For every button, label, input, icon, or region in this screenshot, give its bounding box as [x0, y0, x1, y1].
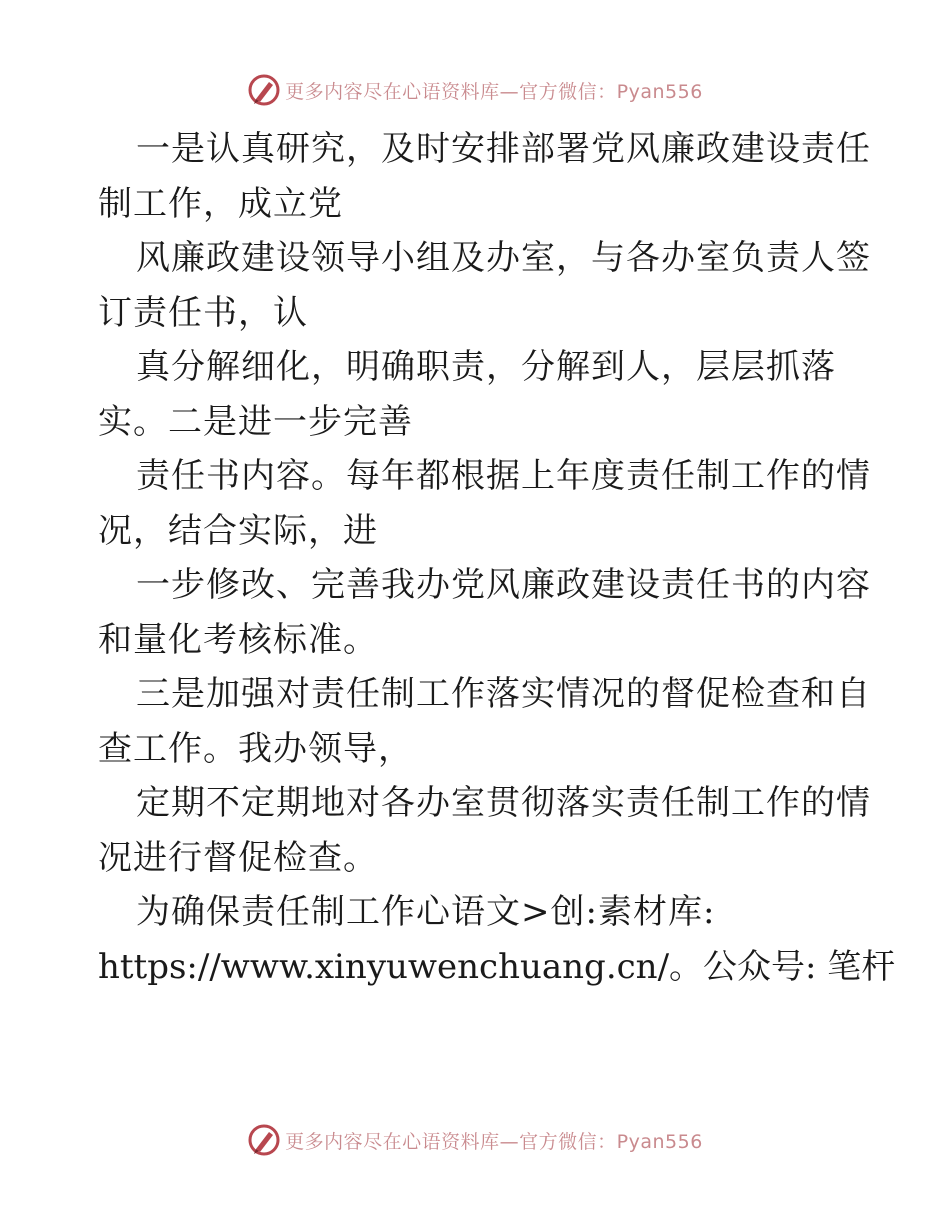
body-line: 况，结合实际，进 [98, 510, 378, 551]
body-line: 真分解细化，明确职责，分解到人，层层抓落 [136, 347, 836, 387]
pen-circle-logo-icon [247, 1123, 281, 1157]
footer-banner [0, 1120, 950, 1160]
body-line: 定期不定期地对各办室贯彻落实责任制工作的情 [136, 783, 871, 823]
header-banner [0, 70, 950, 110]
body-line: 一是认真研究，及时安排部署党风廉政建设责任 [136, 129, 871, 169]
body-line: 和量化考核标准。 [98, 619, 378, 660]
footer-banner-text: 更多内容尽在心语资料库—官方微信：Pyan556 [285, 1130, 703, 1153]
body-line: 风廉政建设领导小组及办室，与各办室负责人签 [136, 238, 871, 278]
body-line: 三是加强对责任制工作落实情况的督促检查和自 [136, 674, 871, 714]
body-line: 实。二是进一步完善 [98, 401, 413, 442]
body-line: 一步修改、完善我办党风廉政建设责任书的内容 [136, 565, 871, 605]
header-banner-text: 更多内容尽在心语资料库—官方微信：Pyan556 [285, 80, 703, 103]
body-line: 责任书内容。每年都根据上年度责任制工作的情 [136, 456, 871, 496]
body-line: 况进行督促检查。 [98, 837, 378, 878]
body-line: 制工作，成立党 [98, 183, 343, 224]
body-line: 为确保责任制工作心语文>创:素材库: [136, 892, 716, 932]
body-line: 查工作。我办领导， [98, 728, 413, 769]
body-line-url: https://www.xinyuwenchuang.cn/。公众号: 笔杆 [98, 946, 896, 987]
pen-circle-logo-icon [247, 73, 281, 107]
document-body [98, 122, 896, 994]
body-line: 订责任书，认 [98, 292, 308, 333]
